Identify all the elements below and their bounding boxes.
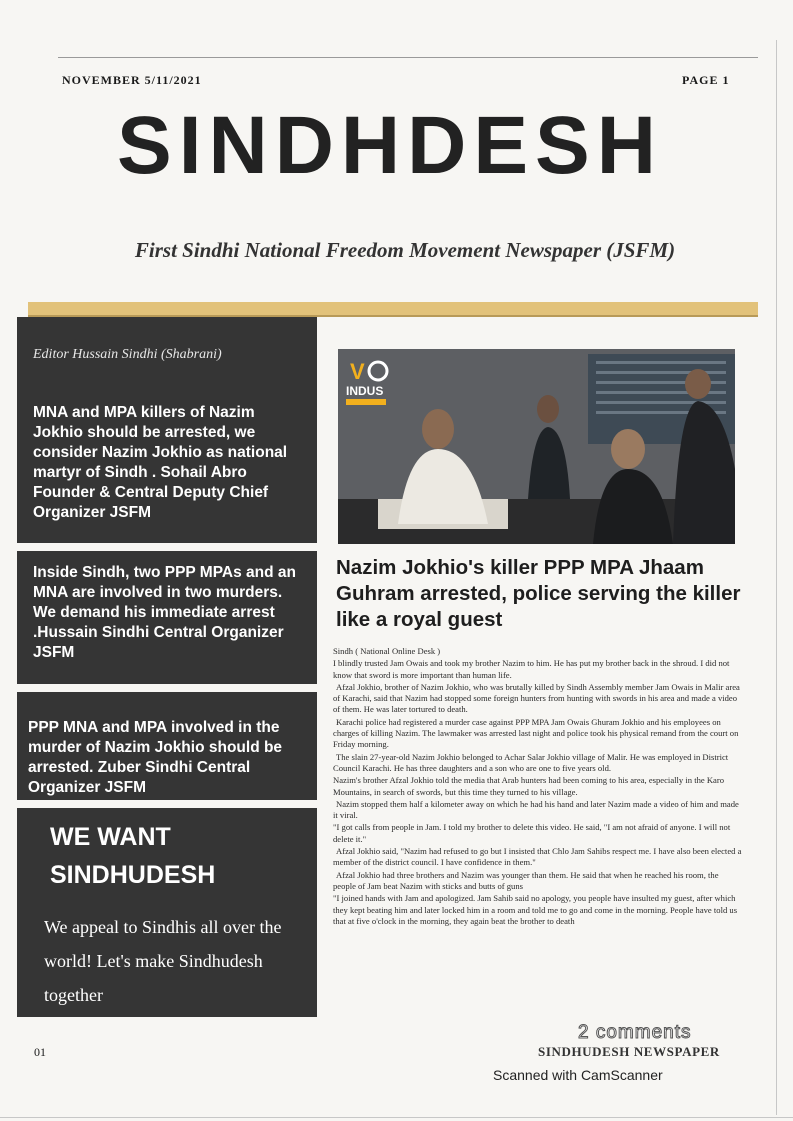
article-paragraph: I blindly trusted Jam Owais and took my brother Nazim to him. He has put my brother back in the shroud. I did not know that sword is more important than human life.: [333, 658, 730, 680]
gold-divider: [28, 302, 758, 317]
issue-date: NOVEMBER 5/11/2021: [62, 73, 202, 87]
article-paragraph: Nazim stopped them half a kilometer away on which he had his hand and later Nazim made a video of him and made it viral.: [333, 798, 739, 821]
article-paragraph: Karachi police had registered a murder case against PPP MPA Jam Owais Ghuram Jokhio and his employees on charges of killing Nazim. The lawmaker was arrested last night and police took his physical remand from the court on Friday morning.: [333, 716, 739, 750]
page-label: PAGE 1: [682, 73, 730, 87]
article-dateline: Sindh ( National Online Desk ): [333, 646, 441, 656]
sidebar-separator: [17, 684, 317, 692]
slogan-line-1: WE WANT: [50, 823, 171, 851]
article-paragraph: Afzal Jokhio said, "Nazim had refused to go but I insisted that Chlo Jam Sahibs respect me. I have also been elected a member of the district council. I have confidence in them.": [333, 846, 742, 868]
comments-watermark: 2 comments: [578, 1022, 692, 1043]
sidebar-separator: [17, 800, 317, 808]
article-paragraph: Afzal Jokhio had three brothers and Nazim was younger than them. He said that when he reached his room, the people of Jam beat Nazim with sticks and butts of guns: [333, 869, 719, 891]
news-photo: [338, 349, 735, 544]
article-headline: Nazim Jokhio's killer PPP MPA Jhaam Guhram arrested, police serving the killer like a royal guest: [336, 556, 741, 631]
svg-text:V: V: [350, 359, 365, 384]
statement-hussain-sindhi: Inside Sindh, two PPP MPAs and an MNA are involved in two murders. We demand his immediate arrest .Hussain Sindhi Central Organizer JSFM: [33, 564, 296, 661]
footer-brand: SINDHUDESH NEWSPAPER: [538, 1044, 720, 1059]
appeal-text: We appeal to Sindhis all over the world! Let's make Sindhudesh together: [44, 917, 282, 1005]
slogan-line-2: SINDHUDESH: [50, 861, 216, 889]
article-paragraph: Nazim's brother Afzal Jokhio told the media that Arab hunters had been coming to his area, especially in the Karo Mountains, in search of swords, but this time they turned to his village.: [333, 775, 725, 797]
slogan: [50, 818, 215, 894]
article-paragraph: "I got calls from people in Jam. I told my brother to delete this video. He said, "I am not afraid of anyone. I will not delete it.": [333, 822, 731, 844]
masthead-title: SINDHDESH: [117, 100, 663, 191]
page-edge: [0, 1117, 793, 1118]
article-paragraph: The slain 27-year-old Nazim Jokhio belonged to Achar Salar Jokhio village of Malir. He was employed in District Council Karachi. He has three daughters and a son who are one to five years old.: [333, 751, 729, 773]
statement-sohail-abro: MNA and MPA killers of Nazim Jokhio should be arrested, we consider Nazim Jokhio as national martyr of Sindh . Sohail Abro Founder & Central Deputy Chief Organizer JSFM: [33, 404, 288, 521]
page-edge: [776, 40, 777, 1115]
page-number: 01: [34, 1045, 46, 1059]
svg-text:INDUS: INDUS: [346, 384, 384, 398]
news-photo-illustration: [338, 349, 735, 544]
scanner-watermark: Scanned with CamScanner: [493, 1067, 663, 1083]
article-paragraph: "I joined hands with Jam and apologized. Jam Sahib said no apology, you people have insulted my guest, after which they kept beating him and later locked him in a room and told me to go and come in the morning. People have told us that at five o'clock in the morning, they again beat the brother to death: [333, 893, 738, 926]
top-rule: [58, 57, 758, 58]
editor-credit: Editor Hussain Sindhi (Shabrani): [33, 347, 222, 362]
article-paragraph: Afzal Jokhio, brother of Nazim Jokhio, who was brutally killed by Sindh Assembly member Jam Owais in Malir area of Karachi, said that Nazim had stopped some foreign hunters from hunting with swords in his area and made a video of them. He was later tortured to death.: [333, 681, 740, 715]
sidebar-separator: [17, 543, 317, 551]
article-body: [333, 646, 743, 928]
seated-man-head: [422, 409, 454, 449]
tagline: First Sindhi National Freedom Movement Newspaper (JSFM): [134, 238, 676, 262]
statement-zuber-sindhi: PPP MNA and MPA involved in the murder of Nazim Jokhio should be arrested. Zuber Sindhi Central Organizer JSFM: [28, 719, 283, 796]
